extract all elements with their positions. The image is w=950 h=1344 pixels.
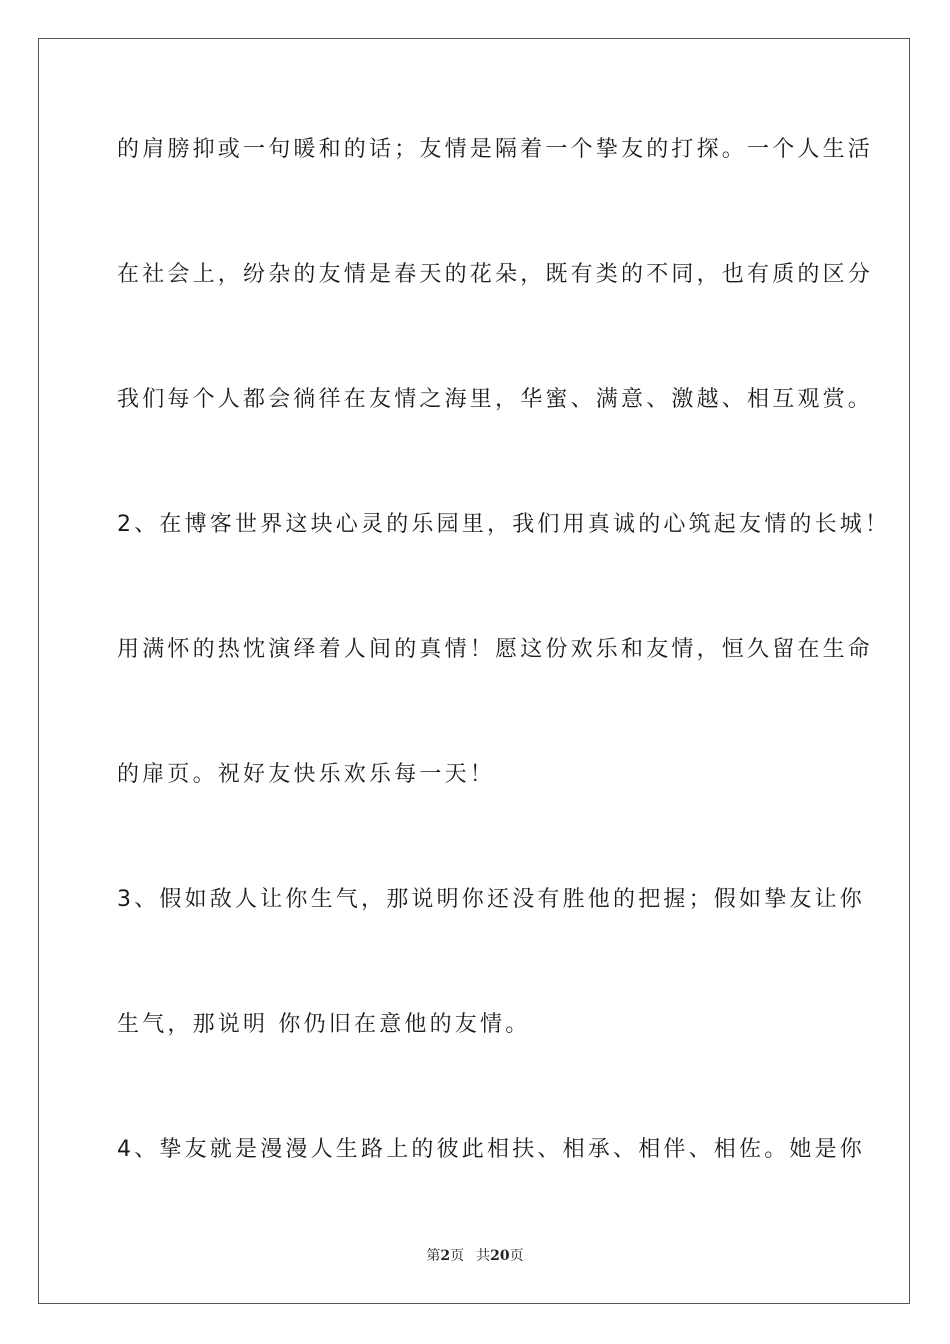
text-line-9: 4、挚友就是漫漫人生路上的彼此相扶、相承、相伴、相佐。她是你 — [117, 1137, 865, 1162]
total-suffix: 页 — [509, 1248, 524, 1264]
page-prefix: 第 — [426, 1248, 441, 1264]
page-footer — [0, 1247, 950, 1265]
text-line-7: 3、假如敌人让你生气，那说明你还没有胜他的把握；假如挚友让你 — [117, 887, 865, 912]
text-line-8: 生气，那说明 你仍旧在意他的友情。 — [117, 1012, 531, 1037]
text-line-6: 的扉页。祝好友快乐欢乐每一天！ — [117, 762, 496, 787]
text-line-3: 我们每个人都会徜徉在友情之海里，华蜜、满意、激越、相互观赏。 — [117, 387, 874, 412]
total-page-count: 20 — [490, 1248, 510, 1264]
current-page-number: 2 — [440, 1248, 451, 1264]
page-border — [38, 38, 910, 1304]
text-line-5: 用满怀的热忱演绎着人间的真情！愿这份欢乐和友情，恒久留在生命 — [117, 637, 874, 662]
text-line-4: 2、在博客世界这块心灵的乐园里，我们用真诚的心筑起友情的长城！ — [117, 512, 891, 537]
page-suffix: 页 — [450, 1248, 465, 1264]
text-line-1: 的肩膀抑或一句暖和的话；友情是隔着一个挚友的打探。一个人生活 — [117, 137, 874, 162]
text-line-2: 在社会上，纷杂的友情是春天的花朵，既有类的不同，也有质的区分 — [117, 262, 874, 287]
total-prefix: 共 — [476, 1248, 491, 1264]
